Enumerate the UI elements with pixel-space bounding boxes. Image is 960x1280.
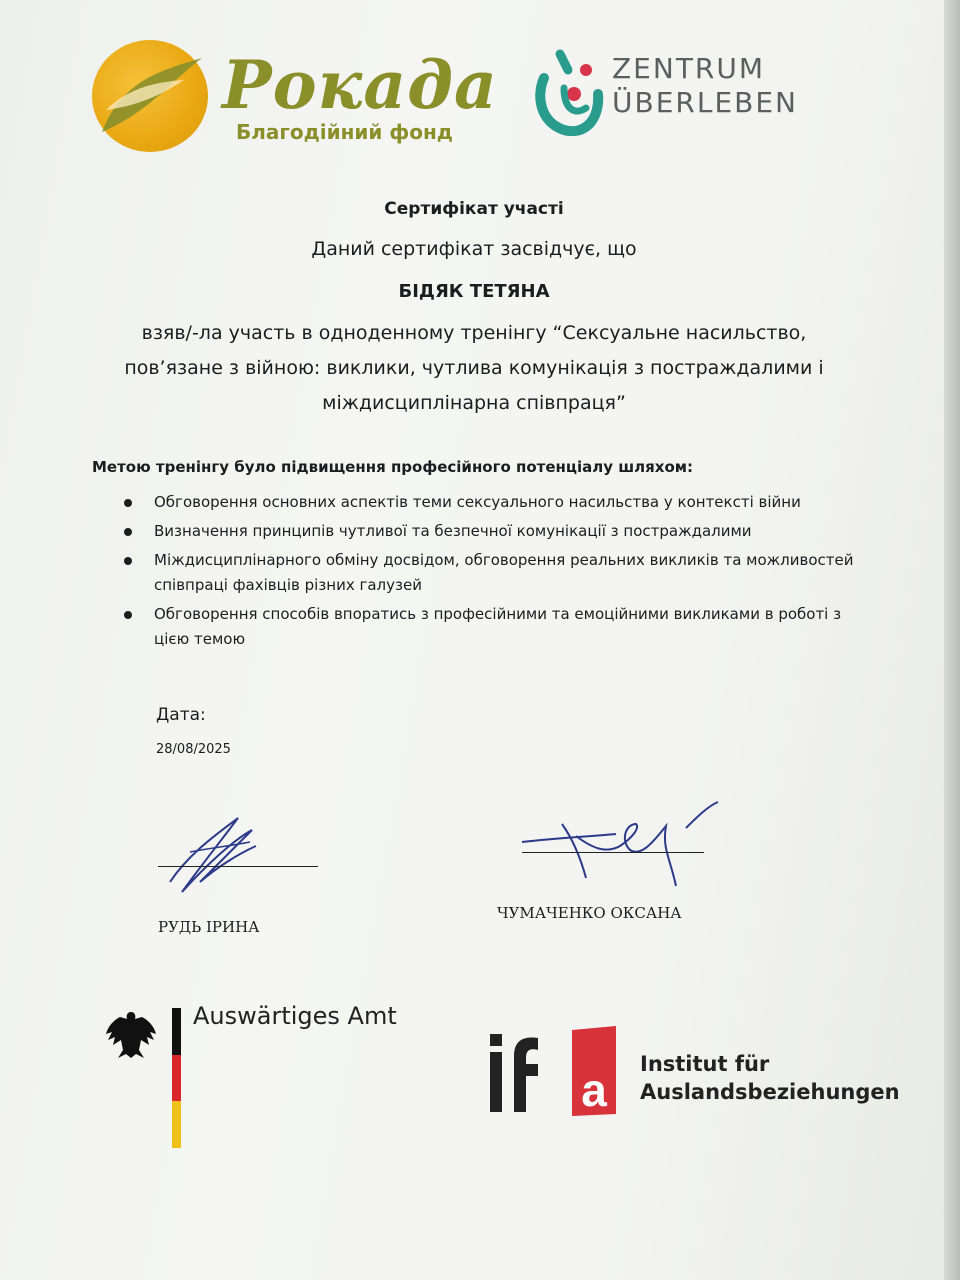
- date-label: Дата:: [156, 705, 206, 725]
- description-line: пов’язане з війною: виклики, чутлива комунікація з постраждалими і: [124, 357, 824, 379]
- list-item-text: Обговорення основних аспектів теми сексуального насильства у контексті війни: [154, 493, 801, 511]
- zentrum-logo-line1: ZENTRUM: [612, 52, 766, 85]
- svg-text:a: a: [581, 1064, 607, 1116]
- bullet-icon: [124, 499, 132, 507]
- list-item-text: Визначення принципів чутливої та безпечної комунікації з постраждалими: [154, 522, 752, 540]
- signature-2-icon: [516, 798, 722, 892]
- signer-name: ЧУМАЧЕНКО ОКСАНА: [497, 904, 682, 922]
- bullet-icon: [124, 611, 132, 619]
- signature-1-icon: [160, 812, 270, 898]
- certificate-intro: Даний сертифікат засвідчує, що: [311, 238, 637, 260]
- signer-name: РУДЬ ІРИНА: [158, 918, 260, 936]
- ifa-text-line1: Institut für: [640, 1052, 770, 1076]
- zentrum-logo-line2: ÜBERLEBEN: [612, 86, 798, 119]
- date-value: 28/08/2025: [156, 742, 231, 757]
- bullet-icon: [124, 528, 132, 536]
- training-description: [0, 316, 948, 421]
- auswaertiges-amt-text: Auswärtiges Amt: [193, 1002, 397, 1030]
- german-flag-bar: [172, 1008, 181, 1148]
- description-line: взяв/-ла участь в одноденному тренінгу “Сексуальне насильство,: [141, 322, 807, 344]
- eagle-icon: [104, 1008, 158, 1060]
- goal-list: [120, 490, 880, 656]
- list-item-text: Міждисциплінарного обміну досвідом, обговорення реальних викликів та можливостей співпраці фахівців різних галузей: [154, 551, 854, 594]
- certificate-title: Сертифікат участі: [384, 199, 564, 219]
- goal-heading: Метою тренінгу було підвищення професійного потенціалу шляхом:: [92, 458, 694, 476]
- list-item: [120, 490, 880, 515]
- list-item: [120, 548, 880, 598]
- description-line: міждисциплінарна співпраця”: [322, 392, 626, 414]
- paper-edge-shadow: [944, 0, 960, 1280]
- rokada-logo-subtitle: Благодійний фонд: [236, 120, 453, 144]
- signature-line: [522, 852, 704, 853]
- list-item-text: Обговорення способів впоратись з професійними та емоційними викликами в роботі з цією темою: [154, 605, 842, 648]
- leaf-icon: [92, 40, 208, 152]
- rokada-logo-text: Рокада: [222, 46, 498, 124]
- bullet-icon: [124, 557, 132, 565]
- ifa-text-line2: Auslandsbeziehungen: [640, 1080, 900, 1104]
- list-item: [120, 519, 880, 544]
- zentrum-logo-icon: [534, 44, 604, 136]
- participant-name: БІДЯК ТЕТЯНА: [398, 281, 550, 302]
- rokada-logo-icon: [92, 40, 208, 152]
- signature-line: [158, 866, 318, 867]
- list-item: [120, 602, 880, 652]
- ifa-logo-icon: [490, 1026, 620, 1116]
